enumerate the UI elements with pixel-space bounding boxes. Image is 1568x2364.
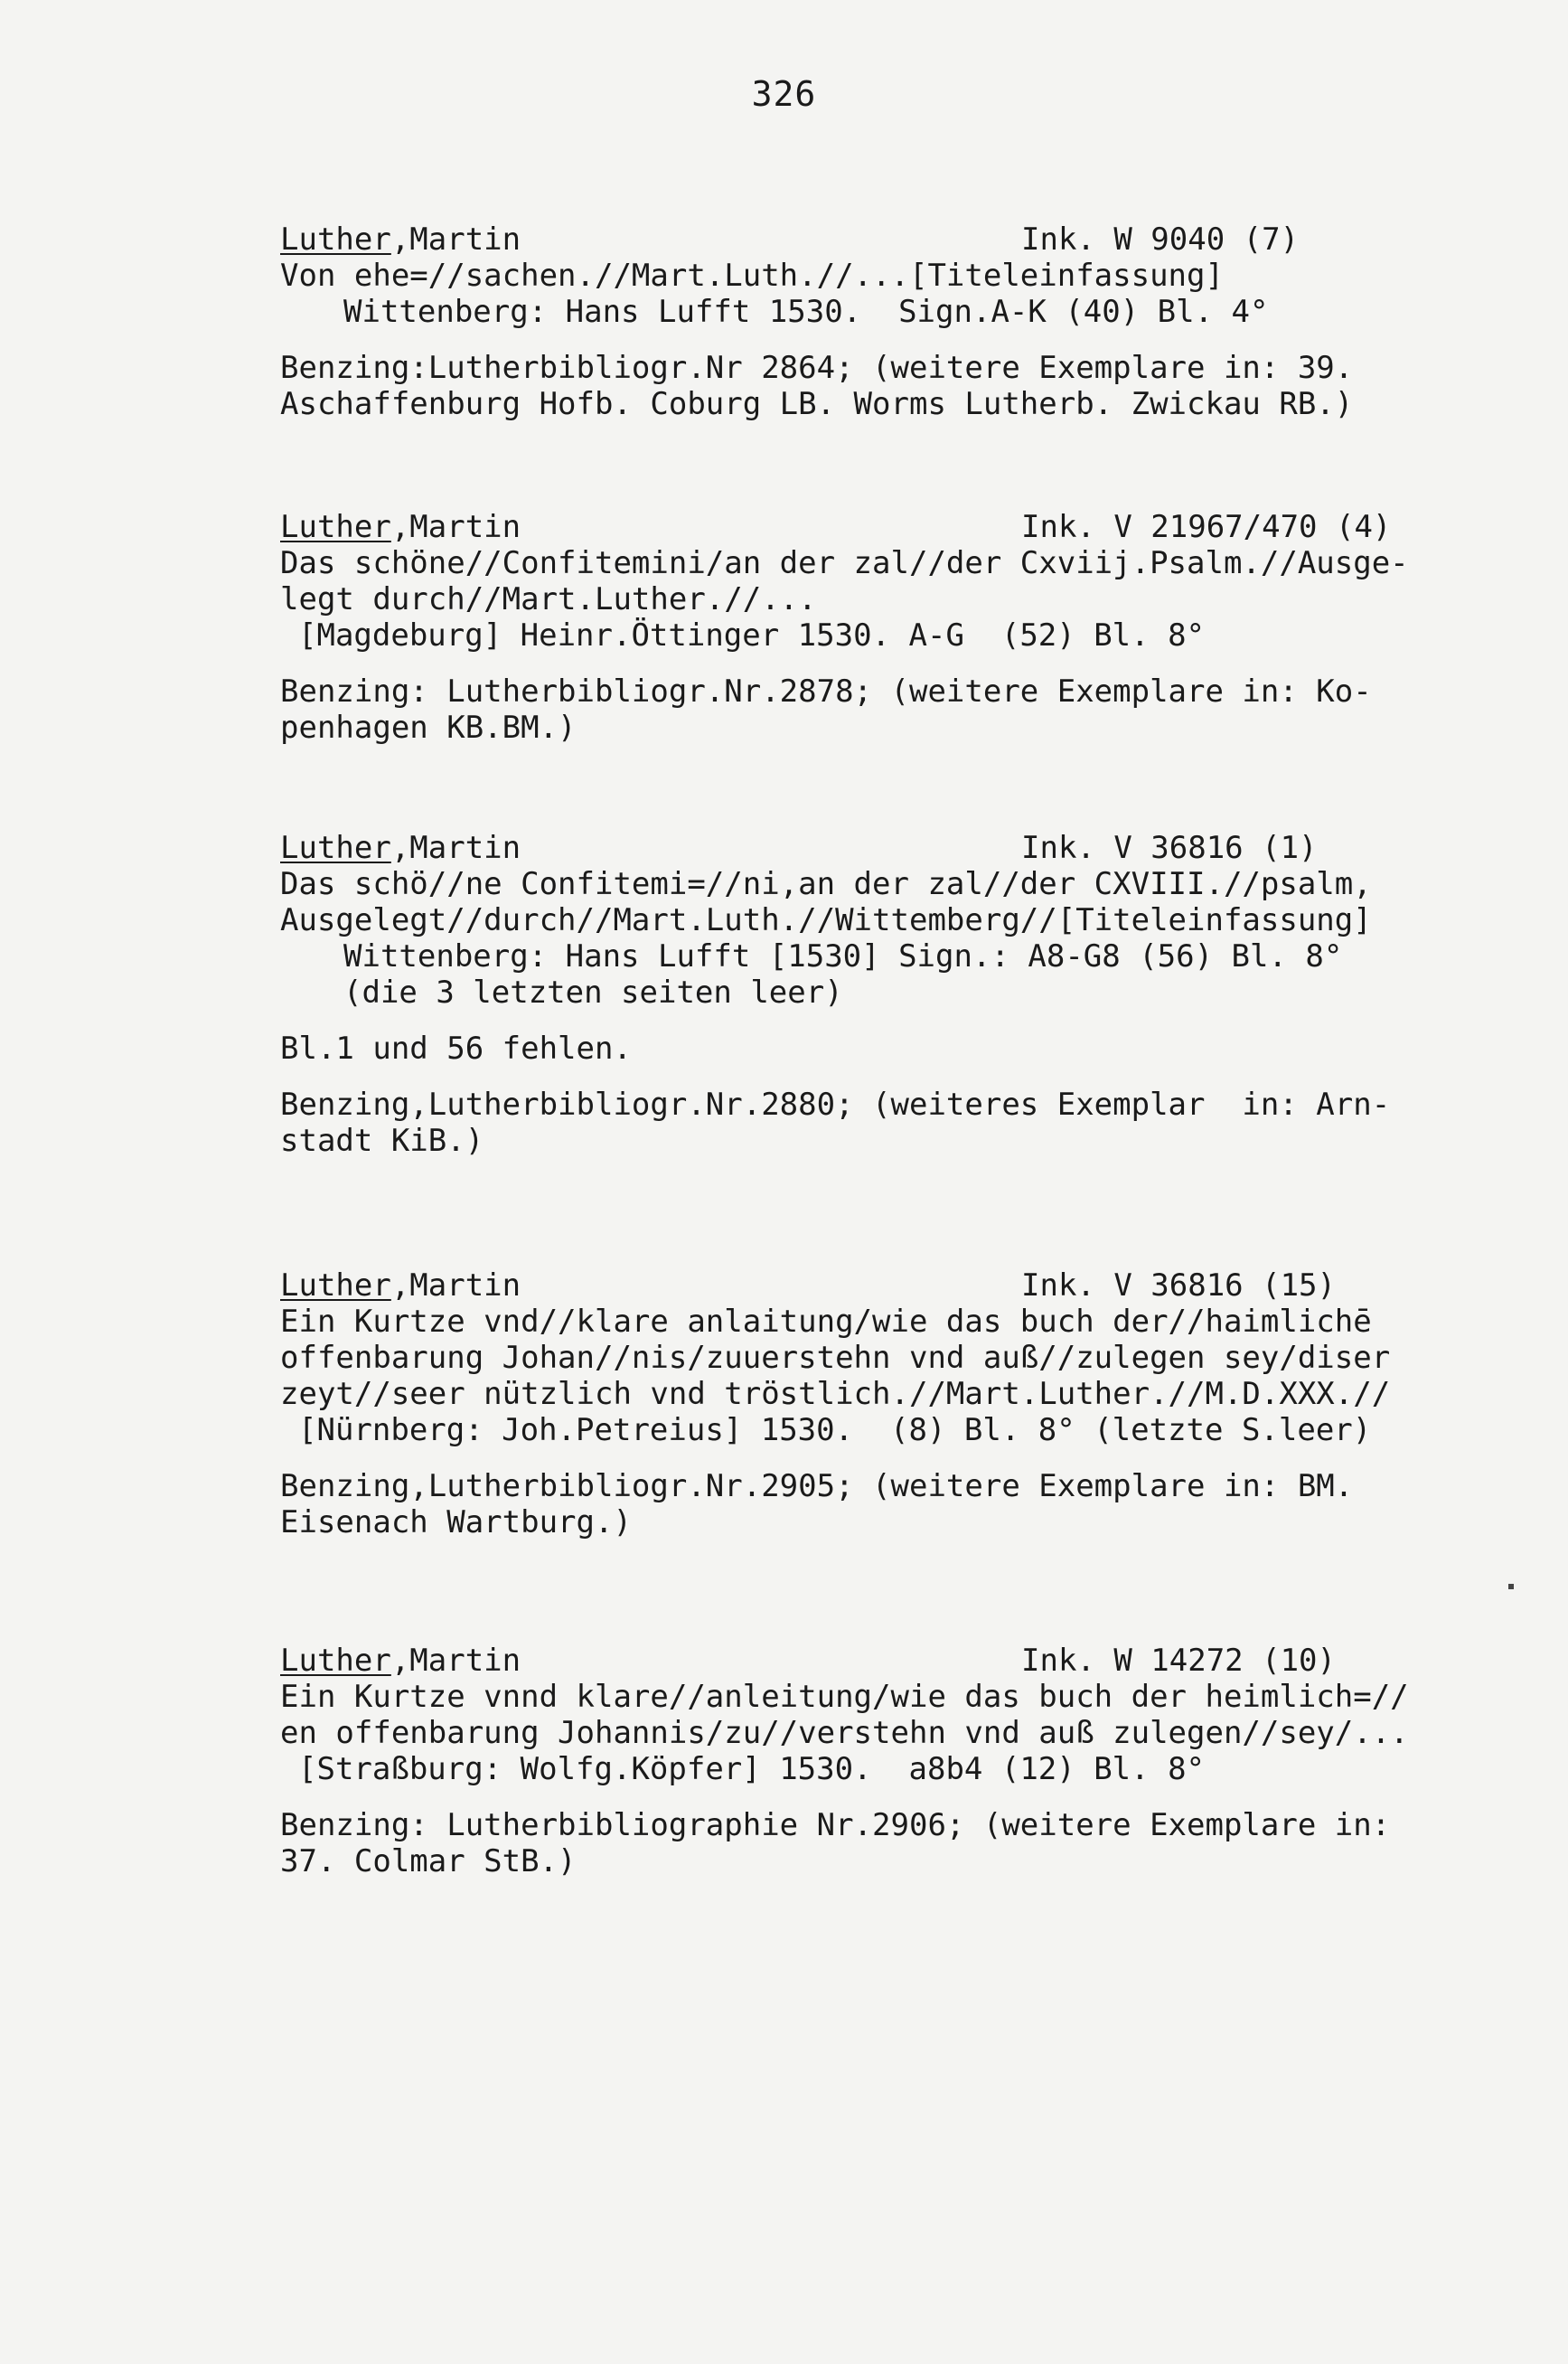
author-forename: ,Martin bbox=[390, 1267, 521, 1304]
title-line: en offenbarung Johannis/zu//verstehn vnd auß zulegen//sey/... bbox=[280, 1715, 1409, 1751]
imprint-line: Wittenberg: Hans Lufft [1530] Sign.: A8-G8 (56) Bl. 8° bbox=[343, 938, 1343, 975]
title-line: zeyt//seer nützlich vnd tröstlich.//Mart.Luther.//M.D.XXX.// bbox=[280, 1376, 1391, 1412]
catalog-entry bbox=[280, 1643, 1491, 1879]
author-forename: ,Martin bbox=[390, 1643, 521, 1679]
catalog-entry bbox=[280, 221, 1491, 422]
reference-line: Benzing:Lutherbibliogr.Nr 2864; (weitere Exemplare in: 39. bbox=[280, 350, 1354, 386]
catalog-entry bbox=[280, 830, 1491, 1159]
author-surname: Luther bbox=[280, 509, 391, 545]
collation-note: (die 3 letzten seiten leer) bbox=[343, 975, 843, 1011]
reference-line: Benzing,Lutherbibliogr.Nr.2905; (weitere Exemplare in: BM. bbox=[280, 1468, 1354, 1504]
title-line: Von ehe=//sachen.//Mart.Luth.//...[Titeleinfassung] bbox=[280, 258, 1224, 294]
author bbox=[280, 1267, 521, 1304]
entry-heading bbox=[280, 1643, 1491, 1679]
reference-line: Eisenach Wartburg.) bbox=[280, 1504, 632, 1540]
entry-heading bbox=[280, 1267, 1491, 1304]
shelf-signature: Ink. V 36816 (1) bbox=[1021, 830, 1318, 866]
author-forename: ,Martin bbox=[390, 221, 521, 258]
shelf-signature: Ink. V 21967/470 (4) bbox=[1021, 509, 1392, 545]
title-line: offenbarung Johan//nis/zuuerstehn vnd auß//zulegen sey/diser bbox=[280, 1340, 1391, 1376]
author-forename: ,Martin bbox=[390, 830, 521, 866]
shelf-signature: Ink. V 36816 (15) bbox=[1021, 1267, 1336, 1304]
title-line: Ein Kurtze vnnd klare//anleitung/wie das buch der heimlich=// bbox=[280, 1679, 1409, 1715]
author bbox=[280, 1643, 521, 1679]
title-line: Ein Kurtze vnd//klare anlaitung/wie das buch der//haimlichē bbox=[280, 1304, 1372, 1340]
imprint-line: [Straßburg: Wolfg.Köpfer] 1530. a8b4 (12) Bl. 8° bbox=[298, 1751, 1206, 1787]
entry-heading bbox=[280, 830, 1491, 866]
catalog-entry bbox=[280, 509, 1491, 746]
title-line: Das schöne//Confitemini/an der zal//der Cxviij.Psalm.//Ausge- bbox=[280, 545, 1409, 581]
reference-line: 37. Colmar StB.) bbox=[280, 1843, 577, 1879]
reference-line: Aschaffenburg Hofb. Coburg LB. Worms Lutherb. Zwickau RB.) bbox=[280, 386, 1354, 422]
margin-mark bbox=[1508, 1584, 1514, 1589]
title-line: legt durch//Mart.Luther.//... bbox=[280, 581, 817, 617]
author-surname: Luther bbox=[280, 1643, 391, 1679]
catalog-entry bbox=[280, 1267, 1491, 1540]
entry-heading bbox=[280, 509, 1491, 545]
reference-line: stadt KiB.) bbox=[280, 1123, 484, 1159]
page-number: 326 bbox=[751, 74, 817, 114]
shelf-signature: Ink. W 9040 (7) bbox=[1021, 221, 1300, 258]
reference-line: Benzing,Lutherbibliogr.Nr.2880; (weiteres Exemplar in: Arn- bbox=[280, 1087, 1391, 1123]
author-surname: Luther bbox=[280, 830, 391, 866]
entry-heading bbox=[280, 221, 1491, 258]
author bbox=[280, 221, 521, 258]
author bbox=[280, 509, 521, 545]
reference-line: Benzing: Lutherbibliogr.Nr.2878; (weitere Exemplare in: Ko- bbox=[280, 673, 1372, 710]
imprint-line: [Magdeburg] Heinr.Öttinger 1530. A-G (52) Bl. 8° bbox=[298, 617, 1206, 654]
author-surname: Luther bbox=[280, 1267, 391, 1304]
author-surname: Luther bbox=[280, 221, 391, 258]
author-forename: ,Martin bbox=[390, 509, 521, 545]
title-line: Das schö//ne Confitemi=//ni,an der zal//der CXVIII.//psalm, bbox=[280, 866, 1372, 902]
title-line: Ausgelegt//durch//Mart.Luth.//Wittemberg//[Titeleinfassung] bbox=[280, 902, 1372, 938]
reference-line: penhagen KB.BM.) bbox=[280, 710, 577, 746]
shelf-signature: Ink. W 14272 (10) bbox=[1021, 1643, 1336, 1679]
author bbox=[280, 830, 521, 866]
imprint-line: [Nürnberg: Joh.Petreius] 1530. (8) Bl. 8° (letzte S.leer) bbox=[298, 1412, 1372, 1448]
reference-line: Benzing: Lutherbibliographie Nr.2906; (weitere Exemplare in: bbox=[280, 1807, 1391, 1843]
imprint-line: Wittenberg: Hans Lufft 1530. Sign.A-K (40) Bl. 4° bbox=[343, 294, 1269, 330]
copy-note: Bl.1 und 56 fehlen. bbox=[280, 1031, 632, 1067]
